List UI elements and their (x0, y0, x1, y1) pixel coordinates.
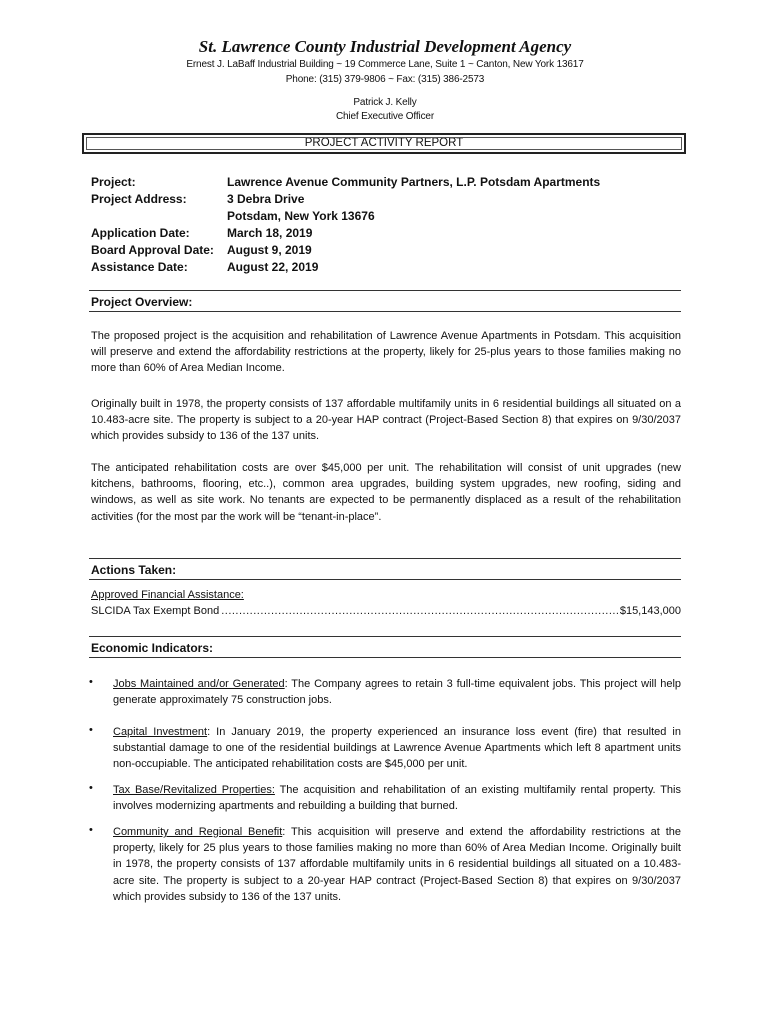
divider (89, 311, 681, 312)
divider (89, 657, 681, 658)
bullet-icon: • (89, 724, 93, 736)
ceo-name: Patrick J. Kelly (353, 97, 417, 108)
project-label: Project: (91, 175, 136, 189)
economic-item-text: : In January 2019, the property experienced an insurance loss event (fire) that resulted in substantial damage to one of the residential buildings at Lawrence Avenue Apartments which left 8 apartment units non-occupiable. The anticipated rehabilitation costs are $45,000 per unit. (113, 726, 681, 771)
economic-item-capital (113, 724, 681, 773)
approved-assistance-heading: Approved Financial Assistance: (91, 589, 244, 601)
economic-item-text: : This acquisition will preserve and extend the affordability restrictions at the property, likely for 25 plus years to those families making no more than 60% of Area Median Income. Originally built in 1978, the property consists of 137 affordable multifamily units in 6 residential buildings all situated on a 10.483-acre site. The property is subject to a 20-year HAP contract (Project-Based Section 8) that expires on 9/30/2037 which provides subsidy to 136 of the 137 units. (113, 826, 681, 903)
board-label: Board Approval Date: (91, 243, 214, 257)
overview-paragraph: The proposed project is the acquisition and rehabilitation of Lawrence Avenue Apartments in Potsdam. This acquisition will preserve and extend the affordability restrictions at the property, likely for 25-plus years to those families making no more than 60% of Area Median Income. (91, 330, 681, 375)
economic-item-tax-base (113, 782, 681, 814)
ceo-title: Chief Executive Officer (335, 111, 435, 122)
economic-item-title: Tax Base/Revitalized Properties: (113, 784, 275, 796)
economic-heading: Economic Indicators: (91, 641, 214, 655)
bullet-icon: • (89, 782, 93, 794)
economic-item-jobs (113, 676, 681, 708)
overview-paragraph: Originally built in 1978, the property consists of 137 affordable multifamily units in 6 residential buildings all situated on a 10.483-acre site. The property is subject to a 20-year HAP contract (Project-Based Section 8) that expires on 9/30/2037 which provides subsidy to 136 of the 137 units. (91, 398, 681, 443)
bond-label: SLCIDA Tax Exempt Bond (91, 605, 220, 617)
board-value: August 9, 2019 (227, 243, 312, 257)
economic-item-title: Community and Regional Benefit (113, 826, 283, 838)
address-line1: 3 Debra Drive (227, 192, 305, 206)
org-name: St. Lawrence County Industrial Development Agency (198, 37, 572, 56)
overview-paragraph: The anticipated rehabilitation costs are over $45,000 per unit. The rehabilitation will consist of unit upgrades (new kitchens, bathrooms, flooring, etc..), common area upgrades, building system upgrades, new roofing, siding and windows, as well as site work. No tenants are expected to be permanently displaced as a result of the rehabilitation activities (for the most par the work will be “tenant-in-place”. (91, 462, 681, 523)
economic-item-title: Capital Investment (113, 726, 208, 738)
assistance-label: Assistance Date: (91, 260, 188, 274)
divider (89, 636, 681, 637)
divider (89, 579, 681, 580)
divider (89, 558, 681, 559)
economic-item-community (113, 824, 681, 905)
application-label: Application Date: (91, 226, 190, 240)
address-line2: Potsdam, New York 13676 (227, 209, 375, 223)
application-value: March 18, 2019 (227, 226, 313, 240)
actions-heading: Actions Taken: (91, 563, 177, 577)
org-address: Ernest J. LaBaff Industrial Building ~ 19 Commerce Lane, Suite 1 ~ Canton, New York 13617 (186, 59, 584, 70)
project-value: Lawrence Avenue Community Partners, L.P. Potsdam Apartments (227, 175, 601, 189)
bond-line (91, 605, 681, 617)
assistance-value: August 22, 2019 (227, 260, 319, 274)
bond-amount: $15,143,000 (619, 605, 681, 617)
divider (89, 290, 681, 291)
dot-leader (221, 605, 618, 617)
economic-item-text: : The Company agrees to retain 3 full-time equivalent jobs. This project will help generate approximately 75 construction jobs. (113, 678, 681, 707)
overview-heading: Project Overview: (91, 295, 193, 309)
org-phone-fax: Phone: (315) 379-9806 ~ Fax: (315) 386-2573 (285, 74, 485, 85)
bullet-icon: • (89, 676, 93, 688)
economic-item-text: The acquisition and rehabilitation of an existing multifamily rental property. This involves modernizing apartments and rebuilding a building that burned. (113, 784, 681, 813)
address-label: Project Address: (91, 192, 187, 206)
bullet-icon: • (89, 824, 93, 836)
economic-item-title: Jobs Maintained and/or Generated (113, 678, 285, 690)
report-title: PROJECT ACTIVITY REPORT (82, 133, 686, 154)
